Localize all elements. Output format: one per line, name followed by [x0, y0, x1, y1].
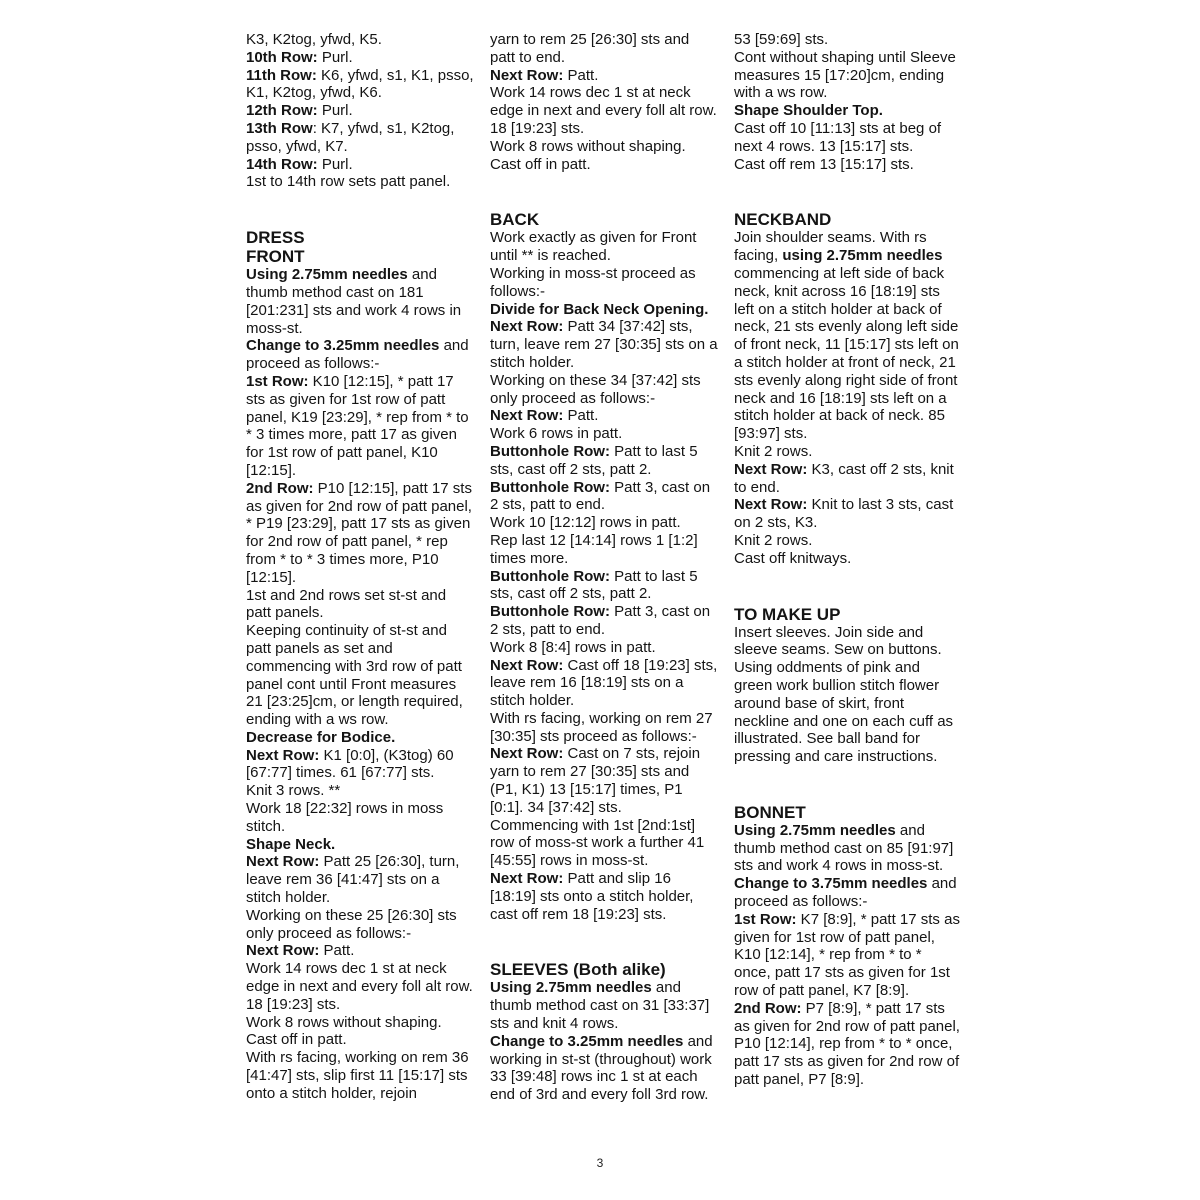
bold-text-run: Using 2.75mm needles — [246, 266, 408, 284]
paragraph — [490, 568, 718, 604]
text-run: Purl. — [317, 48, 353, 66]
paragraph — [246, 1031, 474, 1049]
text-run: Work 18 [22:32] rows in moss stitch. — [246, 800, 444, 835]
page-number: 3 — [596, 1156, 604, 1170]
paragraph — [246, 373, 474, 480]
bold-text-run: Shape Neck. — [246, 835, 336, 853]
paragraph — [246, 102, 474, 120]
text-run: and thumb method cast on 31 [33:37] sts and knit 4 rows. — [490, 979, 710, 1033]
paragraph — [490, 443, 718, 479]
text-run: Insert sleeves. Join side and sleeve seams. Sew on buttons. Using oddments of pink and green work bullion stitch flower around base of skirt, front neckline and one on each cuff as illustrated. See ball band for pressing and care instructions. — [734, 623, 954, 766]
text-run: Knit to last 3 sts, cast on 2 sts, K3. — [734, 496, 954, 532]
bold-text-run: Change to 3.25mm needles — [490, 1032, 684, 1050]
text-run: Cast off in patt. — [490, 155, 591, 173]
text-run: K3, K2tog, yfwd, K5. — [246, 31, 382, 48]
bold-text-run: Next Row: — [734, 460, 808, 478]
paragraph — [246, 1014, 474, 1032]
text-run: Work 6 rows in patt. — [490, 425, 623, 443]
text-run: Cast off 18 [19:23] sts, leave rem 16 [18:19] sts on a stitch holder. — [490, 656, 718, 710]
section-heading: SLEEVES (Both alike) — [490, 960, 666, 980]
text-run: and thumb method cast on 181 [201:231] sts and work 4 rows in moss-st. — [246, 266, 462, 337]
text-run: Patt. — [563, 407, 599, 425]
paragraph — [246, 960, 474, 1013]
text-run: Cast off in patt. — [246, 1031, 347, 1049]
bold-text-run: Divide for Back Neck Opening. — [490, 300, 709, 318]
paragraph — [246, 49, 474, 67]
paragraph — [490, 817, 718, 870]
bold-text-run: Decrease for Bodice. — [246, 728, 396, 746]
paragraph — [490, 407, 718, 425]
bold-text-run: Next Row: — [490, 870, 564, 888]
text-run: Cast off rem 13 [15:17] sts. — [734, 155, 914, 173]
paragraph — [490, 301, 718, 319]
text-run: Work 8 rows without shaping. — [490, 137, 686, 155]
text-run: K6, yfwd, s1, K1, psso, K1, K2tog, yfwd, K6. — [246, 66, 474, 102]
text-run: Patt 34 [37:42] sts, turn, leave rem 27 [30:35] sts on a stitch holder. — [490, 318, 718, 371]
paragraph — [490, 31, 718, 67]
text-run: 1st and 2nd rows set st-st and patt panels. — [246, 586, 447, 622]
paragraph — [490, 138, 718, 156]
text-run: With rs facing, working on rem 27 [30:35] sts proceed as follows:- — [490, 709, 713, 745]
paragraph — [246, 907, 474, 943]
paragraph — [490, 84, 718, 137]
text-run: Working on these 25 [26:30] sts only proceed as follows:- — [246, 906, 457, 942]
text-run: Commencing with 1st [2nd:1st] row of moss-st work a further 41 [45:55] rows in moss-st. — [490, 816, 705, 870]
text-run: Cast off knitways. — [734, 549, 852, 567]
paragraph — [246, 120, 474, 156]
paragraph — [734, 156, 962, 174]
bold-text-run: Buttonhole Row: — [490, 603, 610, 621]
paragraph — [734, 875, 962, 911]
bold-text-run: 10th Row: — [246, 48, 318, 66]
bold-text-run: Shape Shoulder Top. — [734, 102, 883, 120]
text-run: Work exactly as given for Front until ** is reached. — [490, 229, 697, 265]
paragraph — [490, 532, 718, 568]
paragraph — [490, 318, 718, 371]
text-run: Join shoulder seams. With rs facing, — [734, 229, 927, 265]
text-run: 1st to 14th row sets patt panel. — [246, 173, 451, 191]
text-run: Keeping continuity of st-st and patt panels as set and commencing with 3rd row of patt panel cont until Front measures 21 [23:25]cm, or length required, ending with a ws row. — [246, 622, 463, 729]
bold-text-run: Next Row: — [490, 656, 564, 674]
text-run: Work 14 rows dec 1 st at neck edge in next and every foll alt row. 18 [19:23] sts. — [490, 84, 717, 137]
text-run: commencing at left side of back neck, knit across 16 [18:19] sts left on a stitch holder at back of neck, 21 sts evenly along left side of front neck, 11 [15:17] sts left on a stitch holder at front of neck, 21 sts evenly along right side of front neck and 16 [18:19] sts left on a stitch holder at back of neck. 85 [93:97] sts. — [734, 264, 959, 443]
text-run: Cont without shaping until Sleeve measures 15 [17:20]cm, ending with a ws row. — [734, 48, 956, 102]
section-heading: BONNET — [734, 802, 806, 822]
paragraph — [246, 337, 474, 373]
section-gap — [734, 568, 962, 605]
paragraph — [246, 782, 474, 800]
paragraph — [246, 800, 474, 836]
paragraph — [490, 156, 718, 174]
bold-text-run: Next Row: — [246, 746, 320, 764]
bold-text-run: Buttonhole Row: — [490, 478, 610, 496]
bold-text-run: using 2.75mm needles — [782, 247, 943, 265]
section-heading: NECKBAND — [734, 210, 832, 230]
text-run: and working in st-st (throughout) work 33 [39:48] rows inc 1 st at each end of 3rd and every foll 3rd row. — [490, 1032, 713, 1104]
bold-text-run: Change to 3.25mm needles — [246, 337, 440, 355]
paragraph — [246, 480, 474, 587]
section-heading: BACK — [490, 210, 540, 230]
text-run: With rs facing, working on rem 36 [41:47] sts, slip first 11 [15:17] sts onto a stitch holder, rejoin — [246, 1049, 469, 1102]
paragraph — [734, 31, 962, 49]
text-run: Work 10 [12:12] rows in patt. — [490, 514, 681, 532]
text-run: Purl. — [317, 102, 353, 120]
column-1 — [246, 31, 474, 1104]
section-gap — [734, 173, 962, 210]
paragraph — [490, 67, 718, 85]
section-gap — [490, 923, 718, 960]
paragraph — [246, 156, 474, 174]
text-run: Knit 3 rows. ** — [246, 782, 341, 800]
paragraph — [246, 853, 474, 906]
paragraph — [734, 911, 962, 1000]
text-run: and proceed as follows:- — [246, 337, 469, 373]
paragraph — [246, 1049, 474, 1102]
paragraph — [246, 31, 474, 49]
column-2 — [490, 31, 718, 1104]
text-run: Work 8 [8:4] rows in patt. — [490, 638, 656, 656]
paragraph — [734, 624, 962, 766]
section-heading: FRONT — [246, 247, 305, 267]
paragraph — [734, 1000, 962, 1089]
paragraph — [246, 747, 474, 783]
text-run: yarn to rem 25 [26:30] sts and patt to end. — [490, 31, 690, 66]
bold-text-run: 12th Row: — [246, 102, 318, 120]
text-run: Knit 2 rows. — [734, 531, 813, 549]
bold-text-run: Next Row: — [734, 496, 808, 514]
bold-text-run: Next Row: — [490, 318, 564, 336]
bold-text-run: 14th Row: — [246, 155, 318, 173]
paragraph — [490, 639, 718, 657]
text-run: Cast off 10 [11:13] sts at beg of next 4 rows. 13 [15:17] sts. — [734, 119, 942, 155]
paragraph — [734, 461, 962, 497]
bold-text-run: 1st Row: — [734, 910, 797, 928]
text-run: Cast on 7 sts, rejoin yarn to rem 27 [30:35] sts and (P1, K1) 13 [15:17] times, P1 [0:1]. 34 [37:42] sts. — [490, 745, 701, 816]
bold-text-run: Buttonhole Row: — [490, 442, 610, 460]
bold-text-run: Using 2.75mm needles — [734, 821, 896, 839]
paragraph — [246, 587, 474, 623]
paragraph — [734, 443, 962, 461]
bold-text-run: Buttonhole Row: — [490, 567, 610, 585]
text-run: Patt to last 5 sts, cast off 2 sts, patt 2. — [490, 567, 698, 603]
text-run: Patt. — [563, 66, 599, 84]
paragraph — [490, 229, 718, 265]
paragraph — [490, 603, 718, 639]
section-heading: TO MAKE UP — [734, 604, 841, 624]
text-columns — [246, 31, 962, 1104]
text-run: Purl. — [317, 155, 353, 173]
column-3 — [734, 31, 962, 1104]
paragraph — [734, 49, 962, 102]
paragraph — [734, 822, 962, 875]
paragraph — [490, 265, 718, 301]
paragraph — [490, 372, 718, 408]
paragraph — [246, 729, 474, 747]
text-run: Working on these 34 [37:42] sts only proceed as follows:- — [490, 371, 701, 407]
text-run: Patt and slip 16 [18:19] sts onto a stitch holder, cast off rem 18 [19:23] sts. — [490, 870, 694, 923]
paragraph — [490, 425, 718, 443]
bold-text-run: Next Row: — [246, 853, 320, 871]
section-gap — [734, 766, 962, 803]
text-run: P10 [12:15], patt 17 sts as given for 2nd row of patt panel, * P19 [23:29], patt 17 sts as given for 2nd row of patt panel, * rep from * to * 3 times more, P10 [12:15]. — [246, 479, 472, 586]
section-heading: DRESS — [246, 228, 305, 248]
paragraph — [490, 1033, 718, 1104]
text-run: Work 14 rows dec 1 st at neck edge in next and every foll alt row. 18 [19:23] sts. — [246, 960, 473, 1013]
text-run: Patt to last 5 sts, cast off 2 sts, patt 2. — [490, 442, 698, 478]
text-run: Patt. — [319, 942, 355, 960]
bold-text-run: 11th Row: — [246, 66, 317, 84]
text-run: Work 8 rows without shaping. — [246, 1013, 442, 1031]
paragraph — [246, 67, 474, 103]
paragraph — [490, 745, 718, 816]
text-run: and thumb method cast on 85 [91:97] sts and work 4 rows in moss-st. — [734, 821, 954, 875]
paragraph — [490, 870, 718, 923]
paragraph — [734, 532, 962, 550]
paragraph — [734, 496, 962, 532]
paragraph — [490, 479, 718, 515]
text-run: Knit 2 rows. — [734, 442, 813, 460]
bold-text-run: Next Row: — [246, 942, 320, 960]
bold-text-run: Next Row: — [490, 66, 564, 84]
text-run: K10 [12:15], * patt 17 sts as given for 1st row of patt panel, K19 [23:29], * rep from * to * 3 times more, patt 17 as given for 1st row of patt panel, K10 [12:15]. — [246, 372, 469, 479]
text-run: K7 [8:9], * patt 17 sts as given for 1st row of patt panel, K10 [12:14], * rep from * to * once, patt 17 sts as given for 1st row of patt panel, K7 [8:9]. — [734, 910, 960, 1000]
text-run: Patt 3, cast on 2 sts, patt to end. — [490, 478, 711, 514]
text-run: K3, cast off 2 sts, knit to end. — [734, 460, 954, 496]
text-run: Rep last 12 [14:14] rows 1 [1:2] times more. — [490, 531, 698, 567]
text-run: Patt 3, cast on 2 sts, patt to end. — [490, 603, 711, 638]
paragraph — [246, 173, 474, 191]
section-gap — [490, 173, 718, 210]
text-run: 53 [59:69] sts. — [734, 31, 829, 48]
paragraph — [246, 942, 474, 960]
paragraph — [734, 550, 962, 568]
text-run: K1 [0:0], (K3tog) 60 [67:77] times. 61 [67:77] sts. — [246, 746, 454, 782]
bold-text-run: Next Row: — [490, 407, 564, 425]
section-gap — [246, 191, 474, 228]
text-run: P7 [8:9], * patt 17 sts as given for 2nd row of patt panel, P10 [12:14], rep from * to * once, patt 17 sts as given for 2nd row of patt panel, P7 [8:9]. — [734, 999, 960, 1089]
bold-text-run: 1st Row: — [246, 372, 309, 390]
text-run: Working in moss-st proceed as follows:- — [490, 264, 696, 300]
paragraph — [734, 229, 962, 443]
text-run: : K7, yfwd, s1, K2tog, psso, yfwd, K7. — [246, 119, 455, 155]
bold-text-run: 13th Row — [246, 119, 313, 137]
paragraph — [246, 622, 474, 729]
bold-text-run: Using 2.75mm needles — [490, 979, 652, 997]
paragraph — [490, 710, 718, 746]
text-run: Patt 25 [26:30], turn, leave rem 36 [41:47] sts on a stitch holder. — [246, 853, 460, 907]
paragraph — [490, 514, 718, 532]
bold-text-run: 2nd Row: — [734, 999, 802, 1017]
text-run: and proceed as follows:- — [734, 875, 957, 911]
paragraph — [246, 836, 474, 854]
paragraph — [490, 979, 718, 1032]
bold-text-run: Next Row: — [490, 745, 564, 763]
paragraph — [490, 657, 718, 710]
paragraph — [734, 120, 962, 156]
bold-text-run: 2nd Row: — [246, 479, 314, 497]
paragraph — [734, 102, 962, 120]
paragraph — [246, 266, 474, 337]
bold-text-run: Change to 3.75mm needles — [734, 875, 928, 893]
